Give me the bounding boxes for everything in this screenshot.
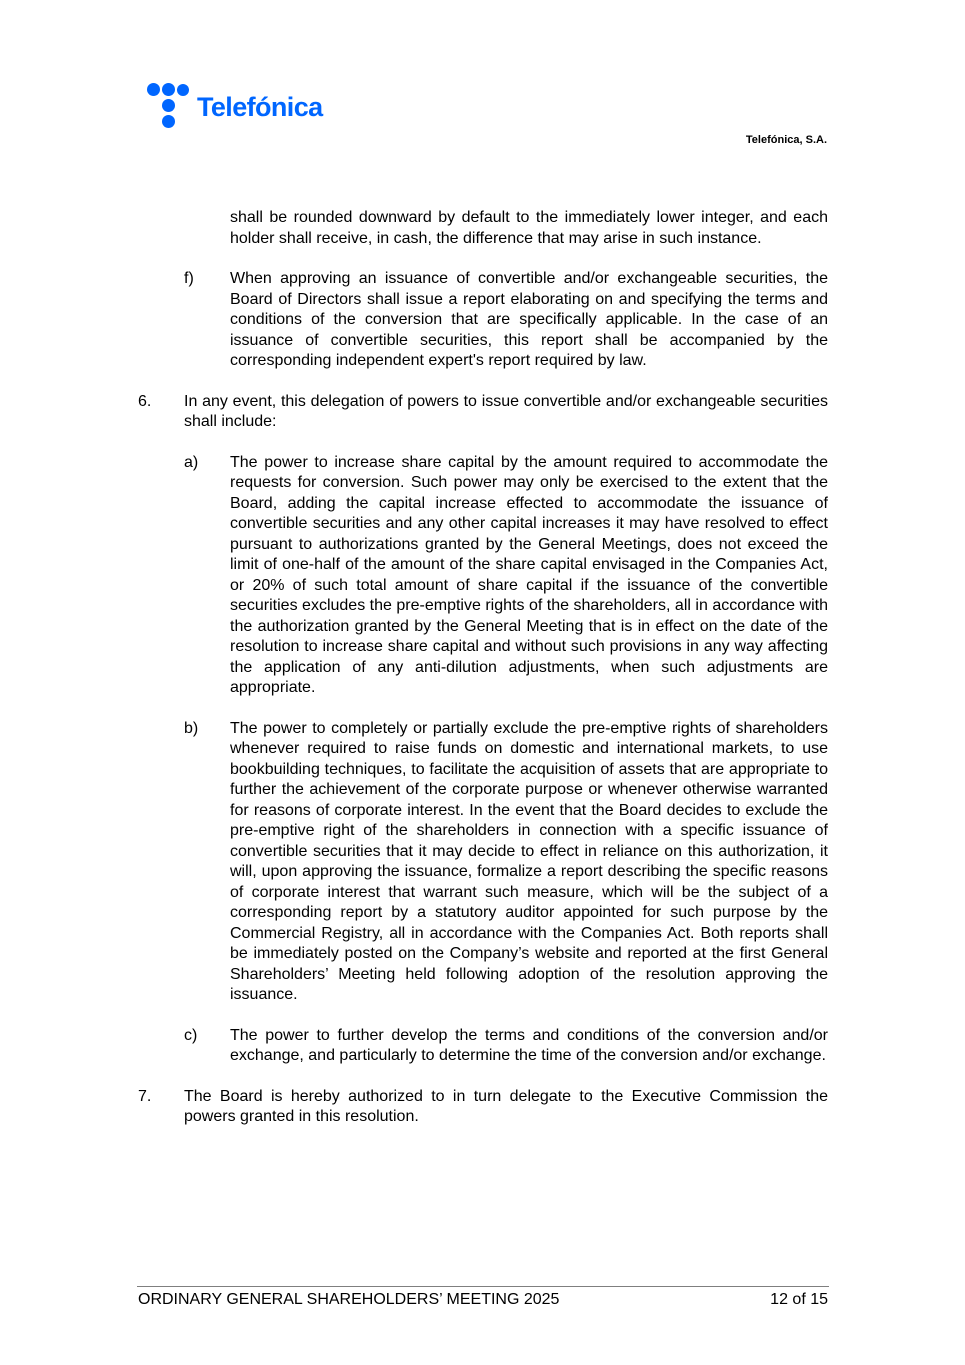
footer-title: ORDINARY GENERAL SHAREHOLDERS’ MEETING 2025 xyxy=(138,1291,560,1308)
list-item-text: In any event, this delegation of powers to issue convertible and/or exchangeable securities shall include: xyxy=(184,392,828,430)
telefonica-logo xyxy=(146,83,323,129)
company-name: Telefónica, S.A. xyxy=(745,134,827,146)
list-item-f xyxy=(184,269,828,372)
list-item-text: The power to completely or partially exclude the pre-emptive rights of shareholders whenever required to raise funds on domestic and international markets, to use bookbuilding techniques, to facilitate the acquisition of assets that are appropriate to further the achievement of the corporate purpose or whenever otherwise warranted for reasons of corporate interest. In the event that the Board decides to exclude the pre-emptive right of the shareholders in connection with a specific issuance of convertible securities that it may decide to effect in reliance on this authorization, it will, upon approving the issuance, formalize a report describing the specific reasons of corporate interest that warrant such measure, which will be the subject of a corresponding report by a statutory auditor appointed for such purpose by the Commercial Registry, all in accordance with the Companies Act. Both reports shall be immediately posted on the Company’s website and reported at the first General Shareholders’ Meeting held following adoption of the resolution approving the issuance. xyxy=(230,719,828,1003)
list-marker: f) xyxy=(184,270,194,287)
list-item-text: The power to further develop the terms and conditions of the conversion and/or exchange, and particularly to determine the time of the conversion and/or exchange. xyxy=(230,1026,828,1064)
list-item-c xyxy=(184,1026,828,1067)
list-marker: b) xyxy=(184,719,199,737)
page-number: 12 of 15 xyxy=(770,1291,828,1308)
document-body xyxy=(138,208,828,1128)
list-item-text: When approving an issuance of convertible and/or exchangeable securities, the Board of Directors shall issue a report elaborating on and specifying the terms and conditions of the conversion that are specifically applicable. In the case of an issuance of convertible securities, this report shall be accompanied by the corresponding independent expert's report required by law. xyxy=(230,270,828,369)
list-marker: c) xyxy=(184,1026,198,1044)
telefonica-dots-icon xyxy=(146,83,191,129)
list-marker: 7. xyxy=(138,1087,152,1105)
list-marker: a) xyxy=(184,453,199,471)
list-item-text: The power to increase share capital by the amount required to accommodate the requests for conversion. Such power may only be exercised to the extent that the Board, adding the capital increase effected to accommodate the issuance of convertible securities and any other capital increases it may have resolved to effect pursuant to authorizations granted by the General Meetings, does not exceed the limit of one-half of the amount of the share capital envisaged in the Companies Act, or 20% of such total amount of share capital if the issuance of the convertible securities excludes the pre-emptive rights of the shareholders, all in accordance with the authorization granted by the General Meeting that is in effect on the date of the resolution to increase share capital and without such provisions in any way affecting the application of any anti-dilution adjustments, when such adjustments are appropriate. xyxy=(230,453,828,696)
list-item-7 xyxy=(138,1087,828,1128)
list-item-text: The Board is hereby authorized to in turn delegate to the Executive Commission the powers granted in this resolution. xyxy=(184,1087,828,1125)
list-item-6 xyxy=(138,392,828,433)
list-marker: 6. xyxy=(138,392,152,410)
list-item-b xyxy=(184,719,828,1006)
footer-divider xyxy=(137,1286,829,1287)
list-item-a xyxy=(184,453,828,699)
logo-wordmark: Telefónica xyxy=(197,92,323,122)
intro-paragraph: shall be rounded downward by default to the immediately lower integer, and each holder shall receive, in cash, the difference that may arise in such instance. xyxy=(230,209,828,247)
